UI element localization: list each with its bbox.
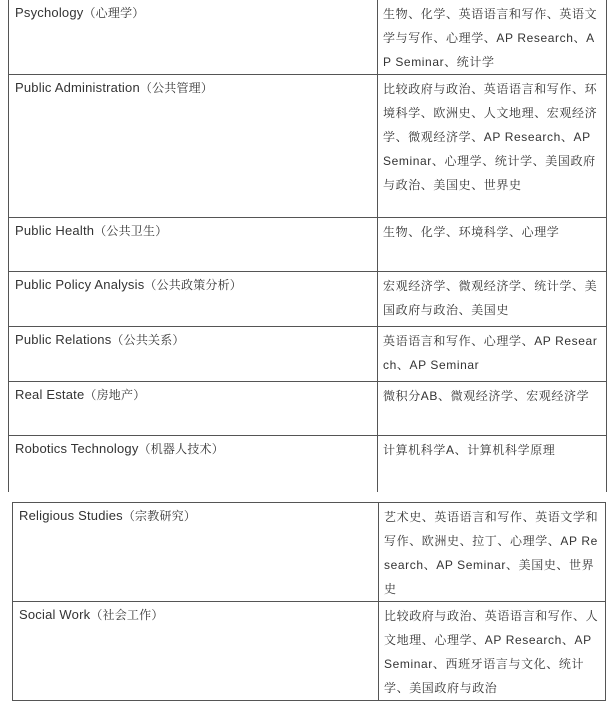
major-cell	[9, 75, 378, 218]
table-row	[9, 272, 607, 327]
courses-cell: 生物、化学、环境科学、心理学	[378, 218, 607, 272]
major-cell	[9, 382, 378, 436]
courses-cell: 英语语言和写作、心理学、AP Research、AP Seminar	[378, 327, 607, 382]
courses-cell: 宏观经济学、微观经济学、统计学、美国政府与政治、美国史	[378, 272, 607, 327]
major-name: Psychology	[15, 5, 84, 20]
courses-cell: 比较政府与政治、英语语言和写作、环境科学、欧洲史、人文地理、宏观经济学、微观经济学、AP Research、AP Seminar、心理学、统计学、美国政府与政治、美国史、世界史	[378, 75, 607, 218]
courses-cell: 计算机科学A、计算机科学原理	[378, 436, 607, 496]
table-row	[9, 327, 607, 382]
table-row	[9, 436, 607, 496]
major-cell	[9, 436, 378, 496]
major-name: Public Administration	[15, 80, 140, 95]
courses-cell: 艺术史、英语语言和写作、英语文学和写作、欧洲史、拉丁、心理学、AP Research、AP Seminar、美国史、世界史	[379, 503, 606, 602]
majors-table-top	[8, 0, 607, 496]
major-name-cn: （公共政策分析）	[144, 278, 243, 292]
major-name-cn: （公共卫生）	[94, 224, 168, 238]
major-name: Public Relations	[15, 332, 112, 347]
table-row	[13, 602, 606, 701]
major-cell	[13, 503, 379, 602]
major-name-cn: （宗教研究）	[122, 509, 197, 523]
table-row	[13, 503, 606, 602]
major-cell	[9, 218, 378, 272]
major-name-cn: （房地产）	[84, 388, 146, 402]
courses-cell: 微积分AB、微观经济学、宏观经济学	[378, 382, 607, 436]
major-name: Public Health	[15, 223, 95, 238]
major-name-cn: （公共关系）	[111, 333, 185, 347]
table-row	[9, 382, 607, 436]
major-name: Real Estate	[15, 387, 85, 402]
table-row	[9, 75, 607, 218]
major-name: Public Policy Analysis	[15, 277, 145, 292]
page-gap	[0, 492, 611, 502]
major-name: Religious Studies	[19, 508, 123, 523]
major-name-cn: （心理学）	[83, 6, 145, 20]
courses-cell: 比较政府与政治、英语语言和写作、人文地理、心理学、AP Research、AP Seminar、西班牙语言与文化、统计学、美国政府与政治	[379, 602, 606, 701]
major-name-cn: （社会工作）	[90, 608, 164, 622]
major-cell	[9, 272, 378, 327]
major-cell	[9, 0, 378, 75]
table-row	[9, 218, 607, 272]
major-name-cn: （机器人技术）	[138, 442, 224, 456]
major-name-cn: （公共管理）	[139, 81, 214, 95]
table-row	[9, 0, 607, 75]
majors-table-bottom	[12, 502, 606, 701]
major-name: Social Work	[19, 607, 91, 622]
major-name: Robotics Technology	[15, 441, 139, 456]
major-cell	[13, 602, 379, 701]
major-cell	[9, 327, 378, 382]
courses-cell: 生物、化学、英语语言和写作、英语文学与写作、心理学、AP Research、AP Seminar、统计学	[378, 0, 607, 75]
